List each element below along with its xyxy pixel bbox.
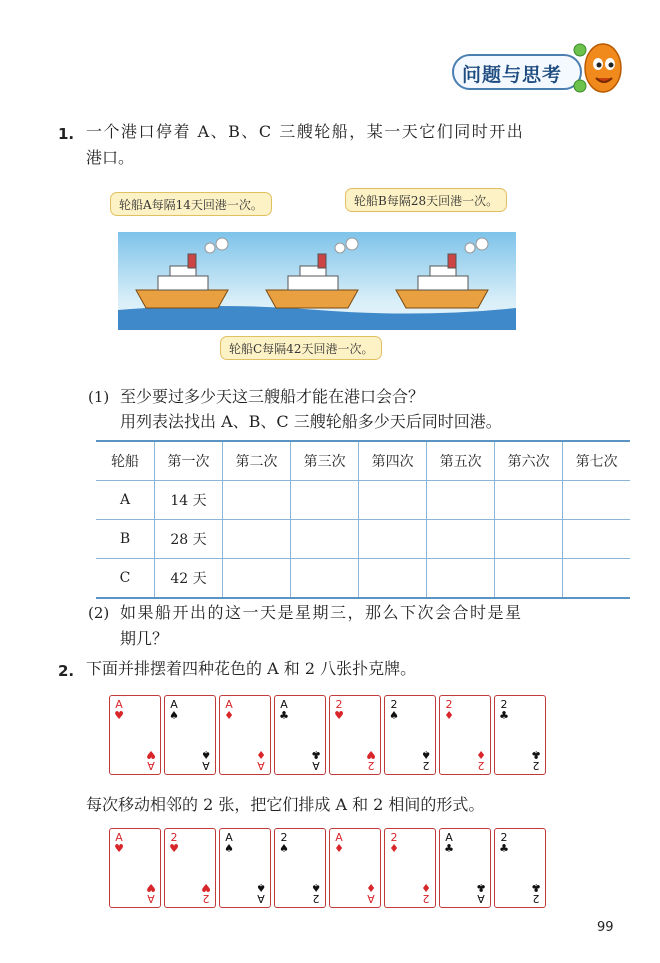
- blank-cell[interactable]: [427, 481, 495, 520]
- card-suit-icon: ♠: [421, 748, 431, 761]
- card-corner: [476, 749, 486, 771]
- playing-card[interactable]: [164, 828, 216, 908]
- card-rank: A: [257, 892, 265, 905]
- card-corner: [444, 832, 454, 854]
- blank-cell[interactable]: [359, 520, 427, 559]
- card-rank: A: [280, 698, 288, 711]
- blank-cell[interactable]: [495, 520, 563, 559]
- section-title: 问题与思考: [462, 64, 563, 86]
- playing-card[interactable]: [384, 828, 436, 908]
- card-corner: [531, 749, 541, 771]
- blank-cell[interactable]: [359, 481, 427, 520]
- bubble-ship-a: 轮船A每隔14天回港一次。: [110, 192, 272, 216]
- card-corner: [311, 882, 321, 904]
- card-suit-icon: ♠: [311, 881, 321, 894]
- ship-return-table: [96, 440, 630, 599]
- table-header-cell: 第四次: [359, 441, 427, 481]
- card-suit-icon: ♦: [389, 842, 399, 855]
- mascot-icon: [570, 28, 626, 98]
- card-corner: [334, 832, 344, 854]
- card-suit-icon: ♣: [499, 842, 509, 855]
- playing-card[interactable]: [109, 695, 161, 775]
- ship-cell: B: [96, 520, 155, 559]
- harbor-scene: [118, 232, 516, 330]
- bubble-ship-c: 轮船C每隔42天回港一次。: [220, 336, 382, 360]
- table-header-cell: 轮船: [96, 441, 155, 481]
- card-corner: [389, 832, 399, 854]
- card-suit-icon: ♠: [279, 842, 289, 855]
- q2-number: 2.: [58, 662, 75, 680]
- card-corner: [146, 749, 156, 771]
- card-rank: A: [225, 698, 233, 711]
- card-rank: A: [445, 831, 453, 844]
- card-suit-icon: ♥: [366, 748, 376, 761]
- card-rank: A: [312, 759, 320, 772]
- card-rank: 2: [280, 831, 288, 844]
- card-rank: A: [147, 759, 155, 772]
- playing-card[interactable]: [219, 828, 271, 908]
- table-header-cell: 第二次: [223, 441, 291, 481]
- card-suit-icon: ♦: [476, 748, 486, 761]
- table-header-cell: 第五次: [427, 441, 495, 481]
- playing-card[interactable]: [109, 828, 161, 908]
- playing-card[interactable]: [164, 695, 216, 775]
- blank-cell[interactable]: [563, 520, 630, 559]
- card-rank: A: [367, 892, 375, 905]
- playing-card[interactable]: [439, 828, 491, 908]
- card-suit-icon: ♥: [201, 881, 211, 894]
- sub1-label: (1): [88, 388, 110, 406]
- card-suit-icon: ♣: [531, 881, 541, 894]
- card-corner: [311, 749, 321, 771]
- blank-cell[interactable]: [495, 559, 563, 599]
- card-suit-icon: ♥: [114, 842, 124, 855]
- card-rank: A: [225, 831, 233, 844]
- card-suit-icon: ♦: [421, 881, 431, 894]
- card-corner: [366, 882, 376, 904]
- card-rank: 2: [335, 698, 343, 711]
- table-header-cell: 第七次: [563, 441, 630, 481]
- card-rank: 2: [422, 759, 430, 772]
- card-corner: [499, 832, 509, 854]
- card-corner: [499, 699, 509, 721]
- card-rank: A: [147, 892, 155, 905]
- playing-card[interactable]: [384, 695, 436, 775]
- card-rank: 2: [390, 698, 398, 711]
- card-corner: [444, 699, 454, 721]
- card-suit-icon: ♦: [366, 881, 376, 894]
- playing-card[interactable]: [329, 695, 381, 775]
- card-suit-icon: ♣: [499, 709, 509, 722]
- card-rank: A: [115, 831, 123, 844]
- blank-cell[interactable]: [563, 481, 630, 520]
- sub2-line2: 期几？: [120, 629, 169, 648]
- card-corner: [201, 882, 211, 904]
- card-rank: 2: [202, 892, 210, 905]
- card-corner: [114, 832, 124, 854]
- playing-card[interactable]: [439, 695, 491, 775]
- card-rank: A: [335, 831, 343, 844]
- playing-card[interactable]: [274, 828, 326, 908]
- blank-cell[interactable]: [291, 481, 359, 520]
- card-suit-icon: ♥: [146, 748, 156, 761]
- first-return-cell: 28 天: [155, 520, 223, 559]
- table-header-cell: 第六次: [495, 441, 563, 481]
- card-rank: 2: [477, 759, 485, 772]
- card-corner: [334, 699, 344, 721]
- sub1-line1: 至少要过多少天这三艘船才能在港口会合？: [120, 387, 425, 406]
- bubble-ship-b: 轮船B每隔28天回港一次。: [345, 188, 507, 212]
- card-corner: [201, 749, 211, 771]
- playing-card[interactable]: [494, 695, 546, 775]
- card-rank: A: [115, 698, 123, 711]
- card-suit-icon: ♣: [279, 709, 289, 722]
- card-suit-icon: ♥: [146, 881, 156, 894]
- playing-card[interactable]: [219, 695, 271, 775]
- blank-cell[interactable]: [427, 559, 495, 599]
- card-corner: [256, 882, 266, 904]
- card-corner: [114, 699, 124, 721]
- blank-cell[interactable]: [223, 559, 291, 599]
- card-suit-icon: ♥: [334, 709, 344, 722]
- blank-cell[interactable]: [291, 520, 359, 559]
- card-suit-icon: ♠: [256, 881, 266, 894]
- blank-cell[interactable]: [223, 520, 291, 559]
- card-rank: 2: [532, 759, 540, 772]
- card-suit-icon: ♥: [114, 709, 124, 722]
- card-corner: [279, 832, 289, 854]
- page-number: 99: [597, 920, 614, 935]
- blank-cell[interactable]: [495, 481, 563, 520]
- ship-cell: A: [96, 481, 155, 520]
- card-rank: 2: [422, 892, 430, 905]
- card-suit-icon: ♣: [444, 842, 454, 855]
- blank-cell[interactable]: [223, 481, 291, 520]
- card-corner: [421, 882, 431, 904]
- card-suit-icon: ♣: [531, 748, 541, 761]
- card-suit-icon: ♥: [169, 842, 179, 855]
- card-corner: [476, 882, 486, 904]
- blank-cell[interactable]: [563, 559, 630, 599]
- playing-card[interactable]: [329, 828, 381, 908]
- card-suit-icon: ♣: [476, 881, 486, 894]
- table-row: [96, 559, 630, 599]
- card-suit-icon: ♣: [311, 748, 321, 761]
- card-rank: A: [170, 698, 178, 711]
- card-suit-icon: ♠: [201, 748, 211, 761]
- card-rank: 2: [500, 698, 508, 711]
- card-rank: 2: [390, 831, 398, 844]
- card-suit-icon: ♦: [224, 709, 234, 722]
- card-corner: [279, 699, 289, 721]
- playing-card[interactable]: [274, 695, 326, 775]
- table-header-cell: 第三次: [291, 441, 359, 481]
- card-suit-icon: ♠: [224, 842, 234, 855]
- q2-line1: 下面并排摆着四种花色的 A 和 2 八张扑克牌。: [86, 659, 417, 678]
- q1-line1: 一个港口停着 A、B、C 三艘轮船，某一天它们同时开出: [86, 122, 525, 141]
- card-rank: 2: [312, 892, 320, 905]
- q2-line2: 每次移动相邻的 2 张，把它们排成 A 和 2 相间的形式。: [86, 795, 485, 814]
- sub1-line2: 用列表法找出 A、B、C 三艘轮船多少天后同时回港。: [120, 412, 502, 431]
- card-suit-icon: ♦: [256, 748, 266, 761]
- playing-card[interactable]: [494, 828, 546, 908]
- card-rank: 2: [532, 892, 540, 905]
- card-corner: [256, 749, 266, 771]
- blank-cell[interactable]: [427, 520, 495, 559]
- card-corner: [224, 832, 234, 854]
- card-rank: 2: [367, 759, 375, 772]
- table-row: [96, 520, 630, 559]
- card-corner: [531, 882, 541, 904]
- card-rank: 2: [445, 698, 453, 711]
- card-rank: 2: [170, 831, 178, 844]
- card-suit-icon: ♠: [169, 709, 179, 722]
- card-corner: [169, 699, 179, 721]
- card-rank: 2: [500, 831, 508, 844]
- card-corner: [389, 699, 399, 721]
- card-corner: [366, 749, 376, 771]
- card-suit-icon: ♦: [444, 709, 454, 722]
- blank-cell[interactable]: [359, 559, 427, 599]
- table-row: [96, 481, 630, 520]
- card-corner: [146, 882, 156, 904]
- blank-cell[interactable]: [291, 559, 359, 599]
- first-return-cell: 42 天: [155, 559, 223, 599]
- table-header-cell: 第一次: [155, 441, 223, 481]
- first-return-cell: 14 天: [155, 481, 223, 520]
- table-header-row: [96, 441, 630, 481]
- sub2-label: (2): [88, 604, 110, 622]
- card-suit-icon: ♠: [389, 709, 399, 722]
- card-rank: A: [202, 759, 210, 772]
- q1-line2: 港口。: [86, 148, 135, 167]
- card-corner: [224, 699, 234, 721]
- card-corner: [169, 832, 179, 854]
- card-rank: A: [477, 892, 485, 905]
- q1-number: 1.: [58, 125, 75, 143]
- card-suit-icon: ♦: [334, 842, 344, 855]
- card-rank: A: [257, 759, 265, 772]
- ship-cell: C: [96, 559, 155, 599]
- sub2-line1: 如果船开出的这一天是星期三，那么下次会合时是星: [120, 603, 523, 622]
- card-corner: [421, 749, 431, 771]
